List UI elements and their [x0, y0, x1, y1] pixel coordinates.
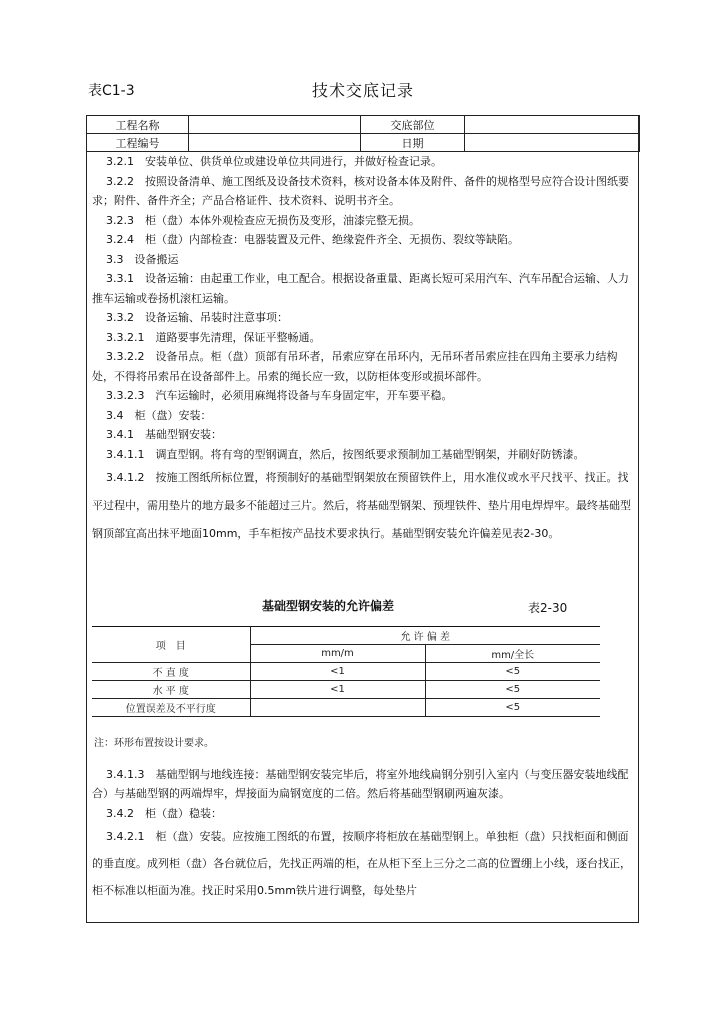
- row-value: <5: [425, 699, 600, 717]
- col-item-header: 项 目: [92, 627, 250, 663]
- project-name-value[interactable]: [189, 116, 361, 134]
- header-table: [86, 115, 640, 152]
- row-value: <5: [425, 681, 600, 699]
- row-item: 位置误差及不平行度: [92, 699, 250, 717]
- row-value: [250, 699, 425, 717]
- project-no-label: 工程编号: [87, 134, 189, 152]
- paragraph: 3.2.1 安装单位、供货单位或建设单位共同进行，并做好检查记录。: [106, 155, 442, 168]
- table-note: 注：环形布置按设计要求。: [94, 738, 214, 749]
- row-item: 不 直 度: [92, 663, 250, 681]
- disclosure-content-continued: [92, 765, 634, 904]
- table-row: [92, 663, 600, 681]
- paragraph: 3.4.1.3 基础型钢与地线连接：基础型钢安装完毕后，将室外地线扁钢分别引入室内（与变压器安装地线配合）与基础型钢的两端焊牢，焊接面为扁钢宽度的二倍。然后将基础型钢刷两遍灰漆。: [92, 768, 629, 801]
- form-number: 表C1-3: [88, 83, 135, 99]
- paragraph: 3.4.2.1 柜（盘）安装。应按施工图纸的布置，按顺序将柜放在基础型钢上。单独柜（盘）只找柜面和侧面的垂直度。成列柜（盘）各台就位后，先找正两端的柜，在从柜下至上三分之二高的位置绷上小线，逐台找正，柜不标准以柜面为准。找正时采用0.5mm铁片进行调整，每处垫片: [92, 829, 631, 897]
- unit-per-meter: mm/m: [250, 645, 425, 663]
- table-caption: 基础型钢安装的允许偏差: [262, 599, 395, 613]
- col-allow-header: 允 许 偏 差: [250, 627, 600, 645]
- row-value: <5: [425, 663, 600, 681]
- table-number: 表2-30: [528, 601, 568, 615]
- project-name-label: 工程名称: [87, 116, 189, 134]
- paragraph: 3.3.2.3 汽车运输时，必须用麻绳将设备与车身固定牢，开车要平稳。: [106, 389, 453, 402]
- table-row: [92, 681, 600, 699]
- paragraph: 3.3.2 设备运输、吊装时注意事项：: [106, 311, 288, 324]
- row-value: <1: [250, 663, 425, 681]
- paragraph: 3.4.1.1 调直型钢。将有弯的型钢调直，然后，按图纸要求预制加工基础型钢架，并刷好防锈漆。: [106, 447, 585, 461]
- table-row: [92, 699, 600, 717]
- project-no-value[interactable]: [189, 134, 361, 152]
- date-label: 日期: [361, 134, 465, 152]
- paragraph: 3.4.1 基础型钢安装：: [106, 428, 222, 441]
- disclosure-part-label: 交底部位: [361, 116, 465, 134]
- paragraph: 3.3.1 设备运输：由起重工作业，电工配合。根据设备重量、距离长短可采用汽车、汽车吊配合运输、人力推车运输或卷扬机滚杠运输。: [92, 272, 629, 305]
- disclosure-part-value[interactable]: [465, 116, 640, 134]
- paragraph: 3.3 设备搬运: [106, 252, 179, 266]
- paragraph: 3.4.2 柜（盘）稳装：: [106, 806, 222, 820]
- paragraph: 3.3.2.2 设备吊点。柜（盘）顶部有吊环者，吊索应穿在吊环内，无吊环者吊索应挂在四角主要承力结构处，不得将吊索吊在设备部件上。吊索的绳长应一致，以防柜体变形或损坏部件。: [92, 350, 618, 383]
- disclosure-content: [92, 152, 634, 548]
- date-value[interactable]: [465, 134, 640, 152]
- page-title: 技术交底记录: [312, 81, 415, 100]
- row-item: 水 平 度: [92, 681, 250, 699]
- row-value: <1: [250, 681, 425, 699]
- paragraph: 3.4 柜（盘）安装：: [106, 408, 212, 422]
- paragraph: 3.4.1.2 按施工图纸所标位置，将预制好的基础型钢架放在预留铁件上，用水准仪或水平尺找平、找正。找平过程中，需用垫片的地方最多不能超过三片。然后，将基础型钢架、预埋铁件、垫片用电焊焊牢。最终基础型钢顶部宜高出抹平地面10mm，手车柜按产品技术要求执行。基础型钢安装允许偏差见表2-30。: [92, 471, 631, 540]
- unit-full-length: mm/全长: [425, 645, 600, 663]
- paragraph: 3.2.4 柜（盘）内部检查：电器装置及元件、绝缘瓷件齐全、无损伤、裂纹等缺陷。: [106, 233, 519, 246]
- paragraph: 3.3.2.1 道路要事先清理，保证平整畅通。: [106, 330, 321, 344]
- deviation-table: [92, 626, 600, 717]
- paragraph: 3.2.2 按照设备清单、施工图纸及设备技术资料，核对设备本体及附件、备件的规格型号应符合设计图纸要求；附件、备件齐全；产品合格证件、技术资料、说明书齐全。: [92, 174, 629, 207]
- paragraph: 3.2.3 柜（盘）本体外观检查应无损伤及变形，油漆完整无损。: [106, 213, 420, 227]
